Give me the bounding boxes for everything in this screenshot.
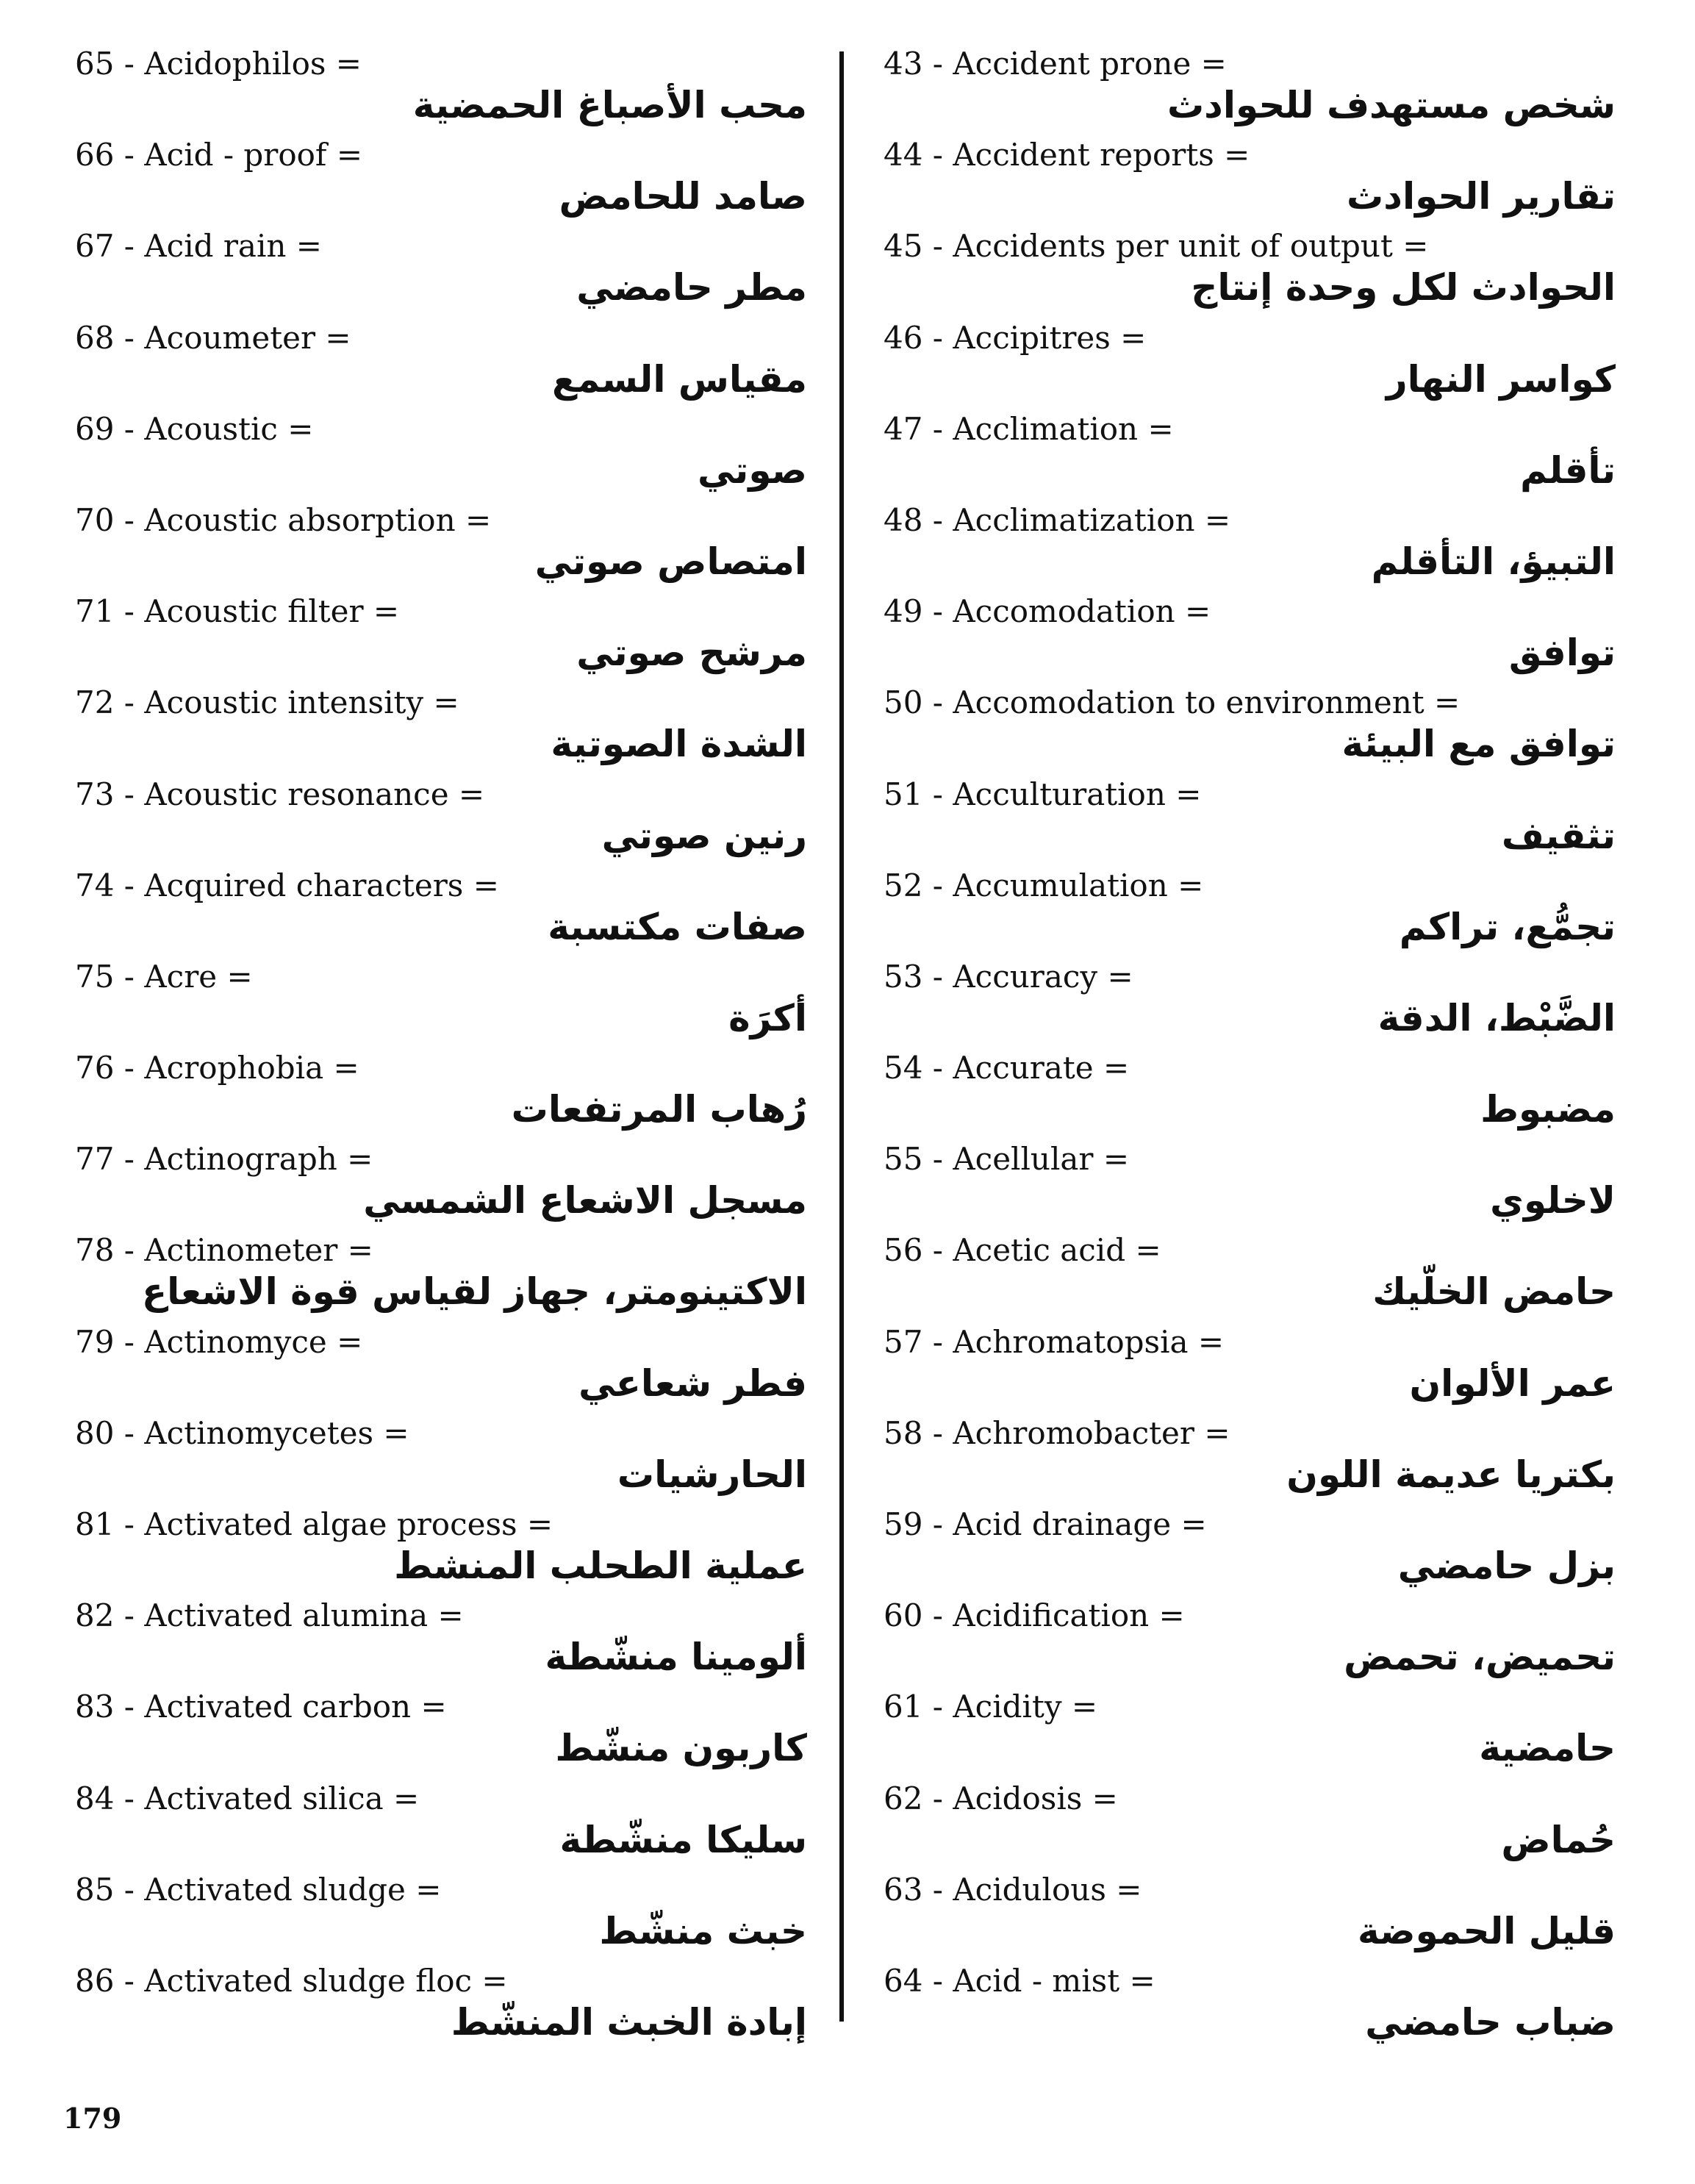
- entry-72: [71, 683, 813, 774]
- entry-59: [879, 1505, 1621, 1596]
- term-english: 44 - Accident reports =: [884, 137, 1250, 173]
- term-arabic: الشدة الصوتية: [551, 723, 807, 766]
- term-arabic: كواسر النهار: [1386, 357, 1616, 401]
- entry-71: [71, 592, 813, 683]
- entry-44: [879, 135, 1621, 226]
- term-english: 49 - Accomodation =: [884, 593, 1211, 630]
- entry-52: [879, 866, 1621, 957]
- entry-74: [71, 866, 813, 957]
- term-arabic: لاخلوي: [1490, 1179, 1616, 1222]
- term-english: 51 - Acculturation =: [884, 776, 1202, 812]
- term-arabic: محب الأصباغ الحمضية: [412, 84, 807, 126]
- term-english: 79 - Actinomyce =: [75, 1323, 363, 1360]
- entry-58: [879, 1414, 1621, 1505]
- entry-47: [879, 409, 1621, 501]
- term-english: 43 - Accident prone =: [884, 46, 1227, 82]
- entry-73: [71, 775, 813, 866]
- entry-79: [71, 1322, 813, 1414]
- term-arabic: خبث منشّط: [599, 1909, 807, 1952]
- term-arabic: ضباب حامضي: [1365, 2000, 1616, 2044]
- term-english: 76 - Acrophobia =: [75, 1050, 359, 1086]
- entry-76: [71, 1048, 813, 1139]
- entry-49: [879, 592, 1621, 683]
- term-english: 59 - Acid drainage =: [884, 1506, 1207, 1542]
- term-arabic: الحوادث لكل وحدة إنتاج: [1191, 266, 1616, 309]
- term-arabic: الحارشيات: [617, 1453, 807, 1496]
- entry-86: [71, 1961, 813, 2052]
- term-arabic: بزل حامضي: [1397, 1544, 1616, 1587]
- term-arabic: حامضية: [1479, 1727, 1616, 1770]
- term-english: 77 - Actinograph =: [75, 1141, 373, 1178]
- term-arabic: حُماض: [1501, 1818, 1616, 1861]
- entry-57: [879, 1322, 1621, 1414]
- term-english: 80 - Actinomycetes =: [75, 1414, 409, 1451]
- entry-66: [71, 135, 813, 226]
- term-english: 78 - Actinometer =: [75, 1232, 373, 1269]
- term-arabic: صوتي: [697, 448, 807, 492]
- term-arabic: رُهاب المرتفعات: [511, 1088, 807, 1131]
- entry-45: [879, 226, 1621, 318]
- entry-67: [71, 226, 813, 318]
- term-english: 71 - Acoustic filter =: [75, 593, 400, 630]
- term-arabic: مقياس السمع: [552, 357, 807, 401]
- term-arabic: حامض الخلّيك: [1372, 1270, 1616, 1314]
- entry-75: [71, 957, 813, 1048]
- term-arabic: مسجل الاشعاع الشمسي: [363, 1179, 807, 1222]
- entry-78: [71, 1231, 813, 1322]
- entry-43: [879, 44, 1621, 135]
- column-divider: [839, 51, 844, 2022]
- term-english: 85 - Activated sludge =: [75, 1871, 442, 1908]
- term-english: 54 - Accurate =: [884, 1050, 1130, 1086]
- entry-62: [879, 1779, 1621, 1870]
- term-english: 86 - Activated sludge floc =: [75, 1962, 508, 1999]
- term-arabic: ألومينا منشّطة: [545, 1636, 807, 1679]
- term-english: 56 - Acetic acid =: [884, 1232, 1161, 1269]
- term-arabic: تأقلم: [1520, 448, 1616, 492]
- term-english: 47 - Acclimation =: [884, 410, 1174, 447]
- left-column: [71, 44, 813, 2052]
- term-english: 55 - Acellular =: [884, 1141, 1130, 1178]
- term-english: 58 - Achromobacter =: [884, 1414, 1230, 1451]
- term-arabic: صفات مكتسبة: [548, 905, 807, 948]
- entry-85: [71, 1870, 813, 1961]
- entry-82: [71, 1596, 813, 1687]
- entry-83: [71, 1687, 813, 1778]
- entry-53: [879, 957, 1621, 1048]
- term-arabic: قليل الحموضة: [1357, 1909, 1616, 1952]
- entry-60: [879, 1596, 1621, 1687]
- term-arabic: تثقيف: [1501, 814, 1616, 857]
- entry-56: [879, 1231, 1621, 1322]
- entry-65: [71, 44, 813, 135]
- term-arabic: الضَّبْط، الدقة: [1377, 996, 1616, 1039]
- term-english: 57 - Achromatopsia =: [884, 1323, 1225, 1360]
- term-english: 72 - Acoustic intensity =: [75, 684, 459, 721]
- term-english: 53 - Accuracy =: [884, 958, 1133, 995]
- term-arabic: تجمُّع، تراكم: [1399, 905, 1616, 948]
- term-arabic: سليكا منشّطة: [559, 1818, 807, 1861]
- term-arabic: مرشح صوتي: [576, 631, 807, 675]
- term-english: 82 - Activated alumina =: [75, 1597, 464, 1634]
- term-arabic: فطر شعاعي: [578, 1361, 807, 1405]
- entry-68: [71, 318, 813, 409]
- entry-63: [879, 1870, 1621, 1961]
- term-english: 62 - Acidosis =: [884, 1780, 1118, 1816]
- term-arabic: إبادة الخبث المنشّط: [451, 2000, 807, 2044]
- entry-55: [879, 1139, 1621, 1231]
- term-english: 46 - Accipitres =: [884, 319, 1147, 356]
- term-arabic: رنين صوتي: [601, 814, 807, 857]
- term-english: 73 - Acoustic resonance =: [75, 776, 485, 812]
- term-english: 48 - Acclimatization =: [884, 501, 1231, 538]
- entry-70: [71, 501, 813, 592]
- entry-61: [879, 1687, 1621, 1778]
- term-arabic: التبيؤ، التأقلم: [1371, 540, 1616, 583]
- term-arabic: توافق: [1508, 631, 1616, 675]
- term-arabic: امتصاص صوتي: [534, 540, 807, 583]
- term-arabic: كاربون منشّط: [555, 1727, 807, 1770]
- term-english: 84 - Activated silica =: [75, 1780, 420, 1816]
- right-column: [879, 44, 1621, 2052]
- term-english: 81 - Activated algae process =: [75, 1506, 553, 1542]
- term-english: 63 - Acidulous =: [884, 1871, 1142, 1908]
- term-arabic: صامد للحامض: [559, 175, 807, 218]
- term-english: 45 - Accidents per unit of output =: [884, 228, 1429, 265]
- entry-77: [71, 1139, 813, 1231]
- term-arabic: شخص مستهدف للحوادث: [1167, 84, 1616, 126]
- entry-51: [879, 775, 1621, 866]
- entry-84: [71, 1779, 813, 1870]
- page-number: 179: [63, 2102, 122, 2135]
- term-english: 75 - Acre =: [75, 958, 253, 995]
- term-english: 66 - Acid - proof =: [75, 137, 363, 173]
- term-english: 52 - Accumulation =: [884, 867, 1204, 903]
- entry-54: [879, 1048, 1621, 1139]
- term-english: 74 - Acquired characters =: [75, 867, 499, 903]
- term-english: 61 - Acidity =: [884, 1689, 1098, 1725]
- term-english: 64 - Acid - mist =: [884, 1962, 1155, 1999]
- term-english: 70 - Acoustic absorption =: [75, 501, 492, 538]
- entry-69: [71, 409, 813, 501]
- entry-80: [71, 1414, 813, 1505]
- term-arabic: تحميض، تحمض: [1344, 1636, 1616, 1679]
- entry-50: [879, 683, 1621, 774]
- term-arabic: تقارير الحوادث: [1347, 175, 1616, 218]
- term-english: 83 - Activated carbon =: [75, 1689, 447, 1725]
- term-english: 50 - Accomodation to environment =: [884, 684, 1461, 721]
- term-arabic: عملية الطحلب المنشط: [394, 1544, 807, 1587]
- term-arabic: مطر حامضي: [576, 266, 807, 309]
- term-arabic: مضبوط: [1480, 1088, 1616, 1131]
- entry-64: [879, 1961, 1621, 2052]
- entry-48: [879, 501, 1621, 592]
- term-arabic: توافق مع البيئة: [1341, 723, 1616, 766]
- term-english: 65 - Acidophilos =: [75, 46, 362, 82]
- term-english: 67 - Acid rain =: [75, 228, 322, 265]
- entry-46: [879, 318, 1621, 409]
- term-arabic: الاكتينومتر، جهاز لقياس قوة الاشعاع: [142, 1270, 807, 1314]
- term-english: 68 - Acoumeter =: [75, 319, 351, 356]
- term-arabic: بكتريا عديمة اللون: [1286, 1453, 1616, 1496]
- term-arabic: عمر الألوان: [1409, 1361, 1616, 1405]
- entry-81: [71, 1505, 813, 1596]
- term-english: 69 - Acoustic =: [75, 410, 314, 447]
- term-english: 60 - Acidification =: [884, 1597, 1185, 1634]
- term-arabic: أكرَة: [728, 996, 807, 1039]
